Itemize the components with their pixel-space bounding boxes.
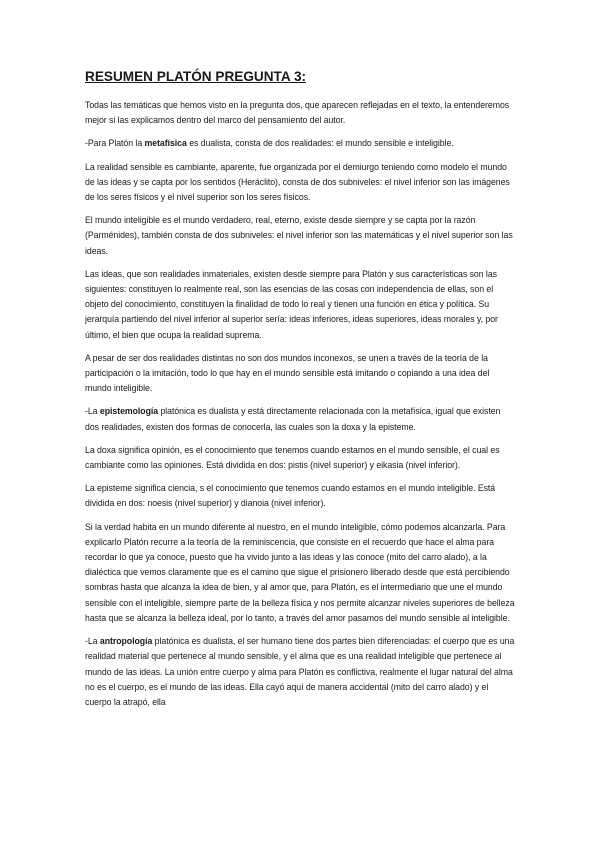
paragraph-mundo-inteligible: El mundo inteligible es el mundo verdadero, real, eterno, existe desde siempre y se capta por la razón (Parménides), también consta de dos subniveles: el nivel inferior son las matemáticas y el nivel superior son las ideas.	[85, 215, 513, 256]
paragraph-text: -Para Platón la	[85, 138, 145, 149]
paragraph-antropologia	[85, 634, 515, 710]
bold-term-metafisica: metafísica	[144, 138, 187, 149]
paragraph-doxa: La doxa significa opinión, es el conocimiento que tenemos cuando estamos en el mundo sensible, el cual es cambiante como las opiniones. Está dividida en dos: pistis (nivel superior) y eikasia (nivel inferior).	[85, 444, 500, 471]
bold-term-antropologia: antropología	[99, 636, 153, 647]
paragraph-intro: Todas las temáticas que hemos visto en la pregunta dos, que aparecen reflejadas en el texto, la entenderemos mejor si las explicamos dentro del marco del pensamiento del autor.	[85, 100, 510, 126]
paragraph-text: -La	[85, 636, 100, 647]
paragraph-text: platónica es dualista y está directamente relacionada con la metafísica, igual que existen dos realidades, existen dos formas de conocerla, las cuales son la doxa y la episteme.	[85, 406, 501, 432]
paragraph-reminiscencia: Si la verdad habita en un mundo diferente al nuestro, en el mundo inteligible, cómo podemos alcanzarla. Para explicarlo Platón recurre a la teoría de la reminiscencia, que consiste en el recuerdo que hace el alma para recordar lo que ya conoce, puesto que ha vivido junto a las ideas y las conoce (mito del carro alado), a la dialéctica que vemos claramente que es el camino que sigue el prisionero liberado desde que está percibiendo sombras hasta que alcanza la idea de bien, y al amor que, para Platón, es el intermediario que une el mundo sensible con el inteligible, siempre parte de la belleza física y nos permite alcanzar niveles superiores de belleza hasta que se alcanza la belleza ideal, por lo tanto, a través del amor pasamos del mundo sensible al inteligible.	[85, 521, 515, 623]
paragraph-participacion: A pesar de ser dos realidades distintas no son dos mundos inconexos, se unen a través de la teoría de la participación o la imitación, todo lo que hay en el mundo sensible está imitando o copiando a una idea del mundo inteligible.	[85, 352, 490, 394]
paragraph-metafisica	[85, 136, 515, 151]
paragraph-text: platónica es dualista, el ser humano tiene dos partes bien diferenciadas: el cuerpo que es una realidad material que pertenece al mundo sensible, y el alma que es una realidad inteligible que pertenece al mundo de las ideas. La unión entre cuerpo y alma para Platón es conflictiva, realmente el lugar natural del alma no es el cuerpo, es el mundo de las ideas. Ella cayó aquí de manera accidental (mito del carro alado) y el cuerpo la atrapó, ella	[85, 636, 515, 707]
document-title: RESUMEN PLATÓN PREGUNTA 3:	[85, 69, 307, 84]
paragraph-episteme: La episteme significa ciencia, s el conocimiento que tenemos cuando estamos en el mundo inteligible. Está dividida en dos: noesis (nivel superior) y dianoia (nivel inferior).	[85, 483, 496, 509]
bold-term-epistemologia: epistemología	[99, 406, 159, 417]
paragraph-ideas: Las ideas, que son realidades inmateriales, existen desde siempre para Platón y sus características son las siguientes: constituyen lo realmente real, son las esencias de las cosas con independencia de ellas, son el objeto del conocimiento, constituyen la finalidad de todo lo real y tienen una función en ética y política. Su jerarquía partiendo del nivel inferior al superior sería: ideas inferiores, ideas superiores, ideas morales y, por último, el bien que ocupa la realidad suprema.	[85, 268, 498, 340]
document-page	[85, 68, 515, 718]
paragraph-text: -La	[85, 406, 100, 417]
paragraph-epistemologia	[85, 404, 515, 434]
paragraph-text: es dualista, consta de dos realidades: el mundo sensible e inteligible.	[186, 138, 454, 149]
paragraph-realidad-sensible: La realidad sensible es cambiante, aparente, fue organizada por el demiurgo teniendo como modelo el mundo de las ideas y se capta por los sentidos (Heráclito), consta de dos subniveles: el nivel inferior son las imágenes de los seres físicos y el nivel superior son los seres físicos.	[85, 161, 510, 203]
